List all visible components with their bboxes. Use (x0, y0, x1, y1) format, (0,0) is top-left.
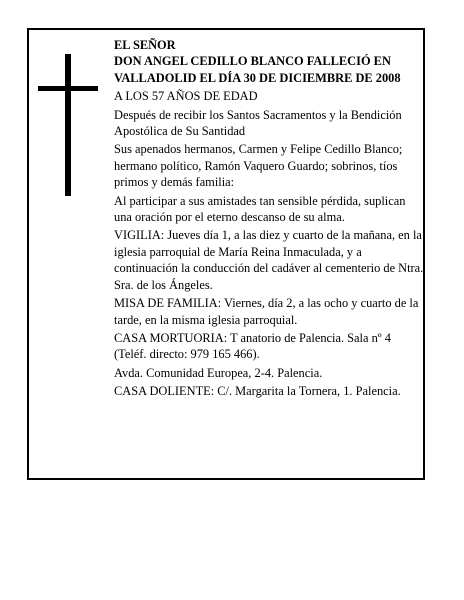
obituary-text (114, 37, 424, 402)
obituary-mourning-house: CASA DOLIENTE: C/. Margarita la Tornera, 1. Palencia. (114, 384, 401, 399)
obituary-address: Avda. Comunidad Europea, 2-4. Palencia. (114, 365, 323, 380)
obituary-family: Sus apenados hermanos, Carmen y Felipe Cedillo Blanco; hermano político, Ramón Vaquero Guardo; sobrinos, tíos primos y demás familia: (114, 142, 403, 190)
obituary-sacraments: Después de recibir los Santos Sacramentos y la Bendición Apostólica de Su Santidad (114, 107, 402, 139)
cross-horizontal-bar (38, 86, 98, 91)
obituary-mass: MISA DE FAMILIA: Viernes, día 2, a las ocho y cuarto de la tarde, en la misma iglesia parroquial. (114, 296, 419, 327)
obituary-vigil: VIGILIA: Jueves día 1, a las diez y cuarto de la mañana, en la iglesia parroquial de María Reina Inmaculada, y a continuación la conducción del cadáver al cementerio de Ntra. Sra. de los Ángeles. (114, 228, 424, 292)
cross-vertical-bar (65, 54, 71, 196)
obituary-heading-title: EL SEÑOR (114, 38, 176, 52)
obituary-heading-name: DON ANGEL CEDILLO BLANCO FALLECIÓ EN VALLADOLID EL DÍA 30 DE DICIEMBRE DE 2008 (114, 54, 401, 85)
obituary-funeral-home: CASA MORTUORIA: T anatorio de Palencia. Sala nº 4 (Teléf. directo: 979 165 466). (114, 330, 391, 362)
obituary-request: Al participar a sus amistades tan sensible pérdida, suplican una oración por el eterno descanso de su alma. (114, 193, 406, 225)
obituary-age: A LOS 57 AÑOS DE EDAD (114, 89, 258, 104)
cross-icon (38, 54, 98, 196)
